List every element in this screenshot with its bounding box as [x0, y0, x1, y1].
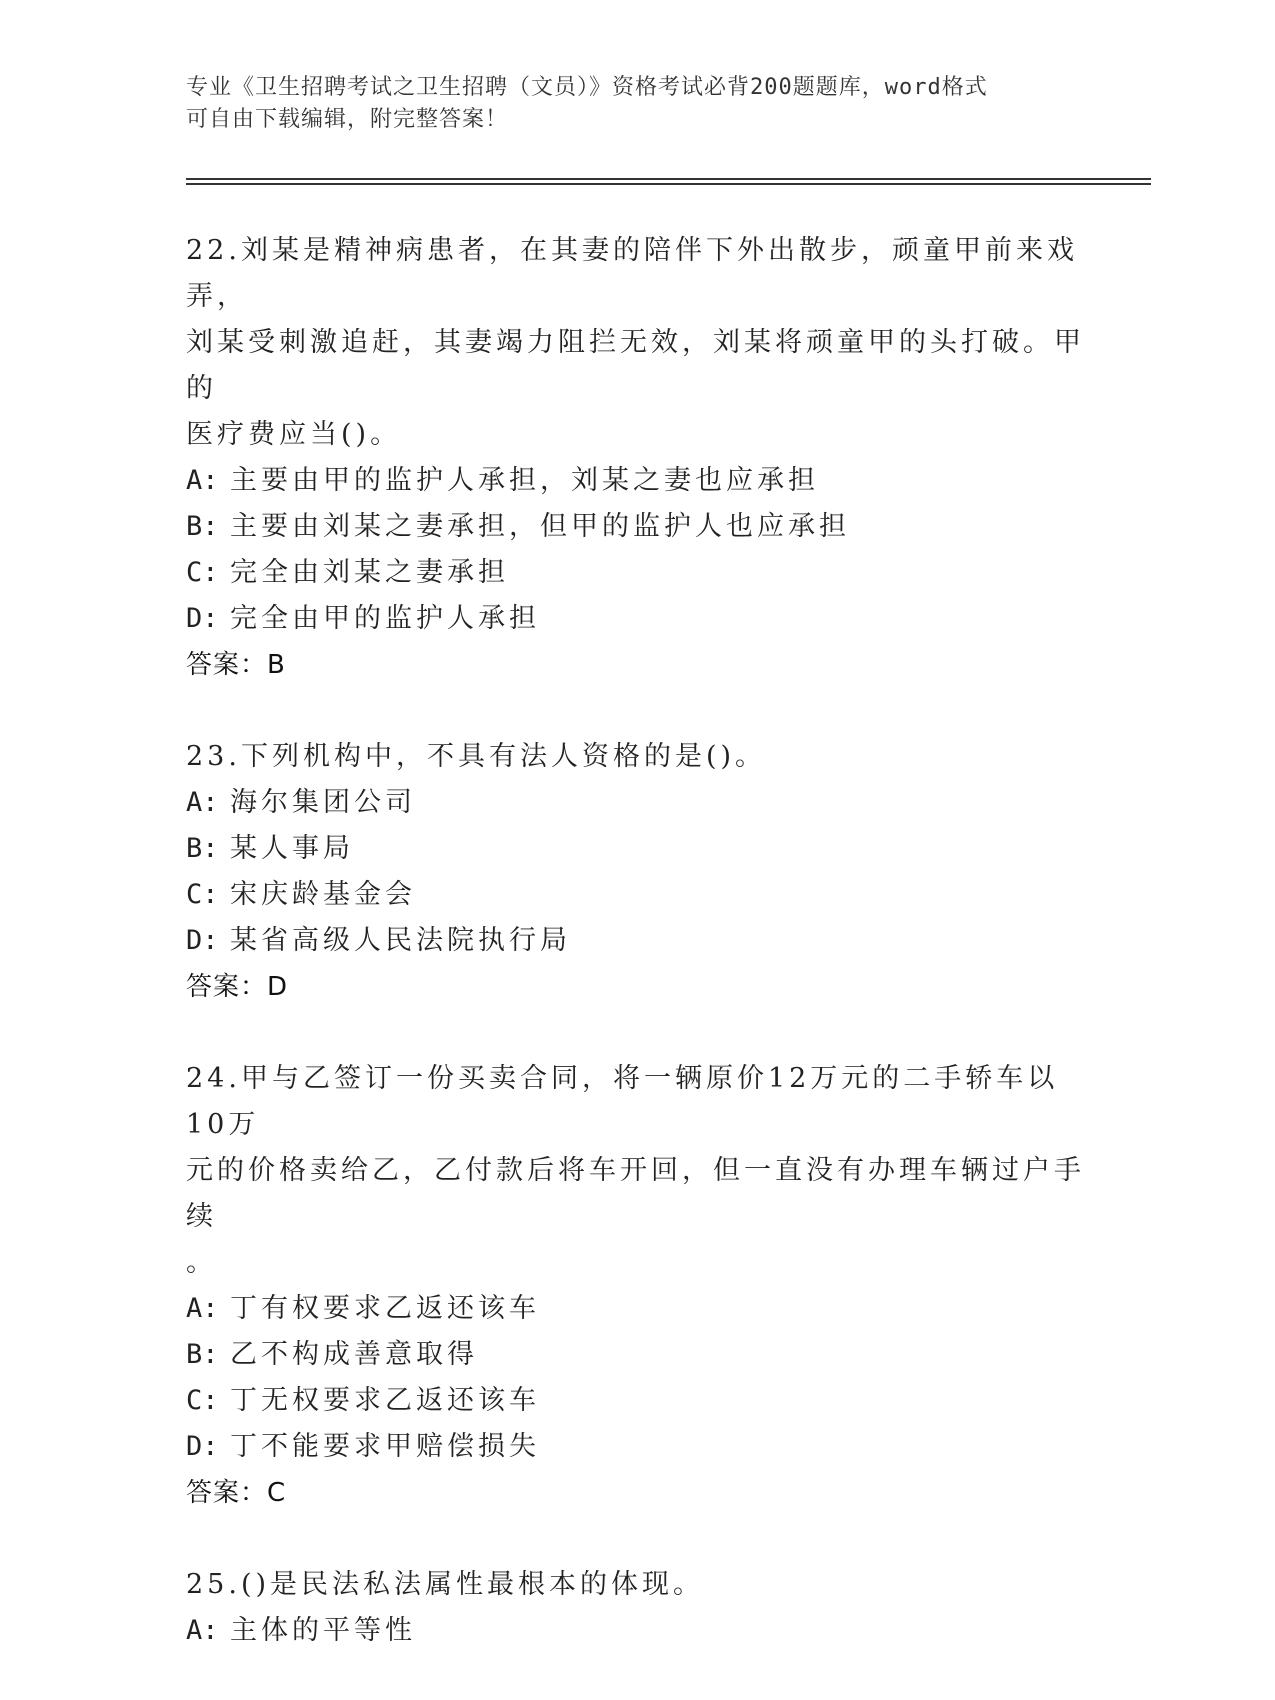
option-a [186, 780, 1086, 826]
option-text: 宋庆龄基金会 [230, 879, 416, 910]
answer-label: 答案：C [186, 1478, 287, 1508]
option-text: 丁不能要求甲赔偿损失 [230, 1431, 540, 1462]
answer-label: 答案：B [186, 650, 286, 680]
question-stem [186, 1562, 1086, 1608]
option-a [186, 1286, 1086, 1332]
header-line-2: 可自由下载编辑，附完整答案！ [186, 107, 509, 132]
option-letter: B: [186, 833, 219, 864]
option-a [186, 458, 1086, 504]
option-text: 完全由刘某之妻承担 [230, 557, 509, 588]
option-text: 海尔集团公司 [230, 787, 416, 818]
stem-line: 元的价格卖给乙，乙付款后将车开回，但一直没有办理车辆过户手续 [186, 1155, 1085, 1232]
stem-line: 医疗费应当()。 [186, 419, 402, 450]
option-a [186, 1608, 1086, 1654]
option-letter: D: [186, 603, 219, 634]
option-letter: D: [186, 925, 219, 956]
option-letter: B: [186, 1339, 219, 1370]
stem-line: 22.刘某是精神病患者，在其妻的陪伴下外出散步，顽童甲前来戏弄， [186, 235, 1078, 312]
option-text: 乙不构成善意取得 [230, 1339, 478, 1370]
stem-line: 24.甲与乙签订一份买卖合同，将一辆原价12万元的二手轿车以10万 [186, 1063, 1059, 1140]
header-divider-bottom [186, 183, 1151, 185]
option-text: 丁无权要求乙返还该车 [230, 1385, 540, 1416]
question-25 [186, 1562, 1086, 1654]
document-header [186, 72, 1066, 136]
question-stem [186, 1056, 1086, 1286]
option-letter: C: [186, 557, 219, 588]
option-letter: D: [186, 1431, 219, 1462]
header-divider-top [186, 178, 1151, 180]
option-letter: C: [186, 1385, 219, 1416]
stem-line: 25.()是民法私法属性最根本的体现。 [186, 1569, 705, 1600]
question-23 [186, 734, 1086, 1010]
option-c [186, 550, 1086, 596]
option-b [186, 1332, 1086, 1378]
question-22 [186, 228, 1086, 688]
question-stem [186, 734, 1086, 780]
option-text: 某人事局 [230, 833, 354, 864]
option-letter: C: [186, 879, 219, 910]
option-text: 主要由刘某之妻承担，但甲的监护人也应承担 [230, 511, 850, 542]
option-c [186, 872, 1086, 918]
option-letter: A: [186, 465, 219, 496]
option-d [186, 918, 1086, 964]
header-line-1: 专业《卫生招聘考试之卫生招聘（文员）》资格考试必背200题题库，word格式 [186, 75, 988, 100]
option-text: 主体的平等性 [230, 1615, 416, 1646]
option-letter: A: [186, 1615, 219, 1646]
option-text: 某省高级人民法院执行局 [230, 925, 571, 956]
stem-line: 23.下列机构中，不具有法人资格的是()。 [186, 741, 767, 772]
option-letter: A: [186, 787, 219, 818]
option-b [186, 504, 1086, 550]
question-24 [186, 1056, 1086, 1516]
option-c [186, 1378, 1086, 1424]
option-text: 丁有权要求乙返还该车 [230, 1293, 540, 1324]
answer-label: 答案：D [186, 972, 289, 1002]
option-b [186, 826, 1086, 872]
stem-line: 。 [186, 1247, 217, 1278]
question-list [186, 228, 1086, 1700]
option-d [186, 1424, 1086, 1470]
option-d [186, 596, 1086, 642]
question-stem [186, 228, 1086, 458]
stem-line: 刘某受刺激追赶，其妻竭力阻拦无效，刘某将顽童甲的头打破。甲的 [186, 327, 1085, 404]
option-text: 完全由甲的监护人承担 [230, 603, 540, 634]
option-text: 主要由甲的监护人承担，刘某之妻也应承担 [230, 465, 819, 496]
option-letter: A: [186, 1293, 219, 1324]
option-letter: B: [186, 511, 219, 542]
